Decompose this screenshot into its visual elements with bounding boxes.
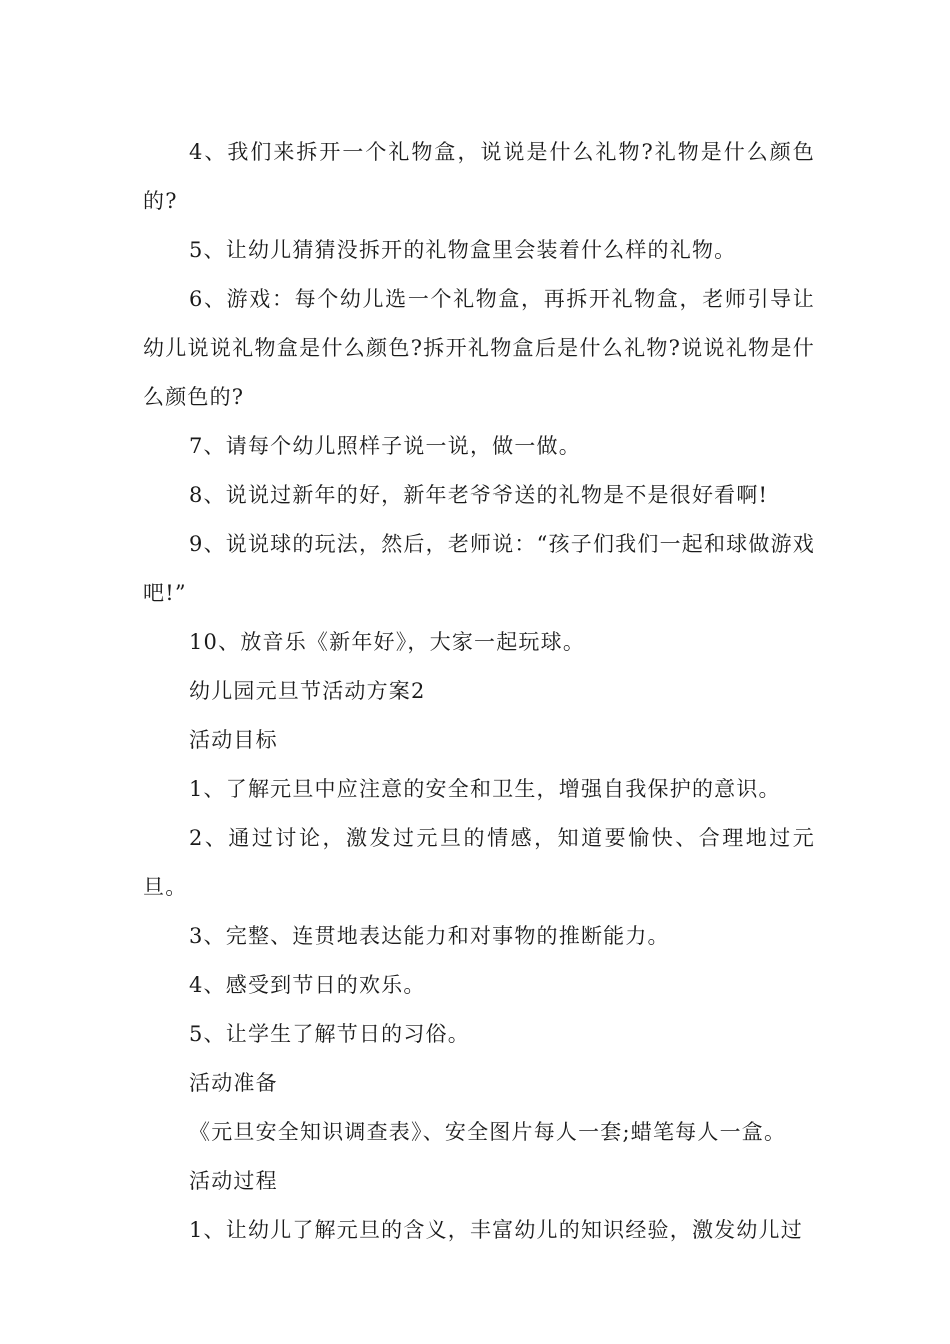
heading-goals: 活动目标 <box>189 728 278 752</box>
paragraph-step-4: 4、我们来拆开一个礼物盒，说说是什么礼物?礼物是什么颜色的? <box>143 140 815 213</box>
paragraph-step-9: 9、说说球的玩法，然后，老师说：“孩子们我们一起和球做游戏吧!” <box>143 532 815 605</box>
goal-item-2: 2、通过讨论，激发过元旦的情感，知道要愉快、合理地过元旦。 <box>143 826 815 899</box>
document-body <box>143 128 815 1255</box>
goal-item-5: 5、让学生了解节日的习俗。 <box>189 1022 470 1046</box>
paragraph-step-10: 10、放音乐《新年好》，大家一起玩球。 <box>189 630 586 654</box>
process-item-1: 1、让幼儿了解元旦的含义，丰富幼儿的知识经验，激发幼儿过 <box>189 1218 803 1242</box>
heading-preparation: 活动准备 <box>189 1071 278 1095</box>
paragraph-step-7: 7、请每个幼儿照样子说一说，做一做。 <box>189 434 581 458</box>
goal-item-4: 4、感受到节日的欢乐。 <box>189 973 426 997</box>
heading-process: 活动过程 <box>189 1169 278 1193</box>
paragraph-step-5: 5、让幼儿猜猜没拆开的礼物盒里会装着什么样的礼物。 <box>189 238 737 262</box>
preparation-text: 《元旦安全知识调查表》、安全图片每人一套;蜡笔每人一盒。 <box>189 1120 787 1144</box>
goal-item-1: 1、了解元旦中应注意的安全和卫生，增强自我保护的意识。 <box>189 777 781 801</box>
goal-item-3: 3、完整、连贯地表达能力和对事物的推断能力。 <box>189 924 670 948</box>
section-title: 幼儿园元旦节活动方案2 <box>189 679 426 703</box>
paragraph-step-8: 8、说说过新年的好，新年老爷爷送的礼物是不是很好看啊! <box>189 483 769 507</box>
paragraph-step-6: 6、游戏：每个幼儿选一个礼物盒，再拆开礼物盒，老师引导让幼儿说说礼物盒是什么颜色?拆开礼物盒后是什么礼物?说说礼物是什么颜色的? <box>143 287 815 409</box>
